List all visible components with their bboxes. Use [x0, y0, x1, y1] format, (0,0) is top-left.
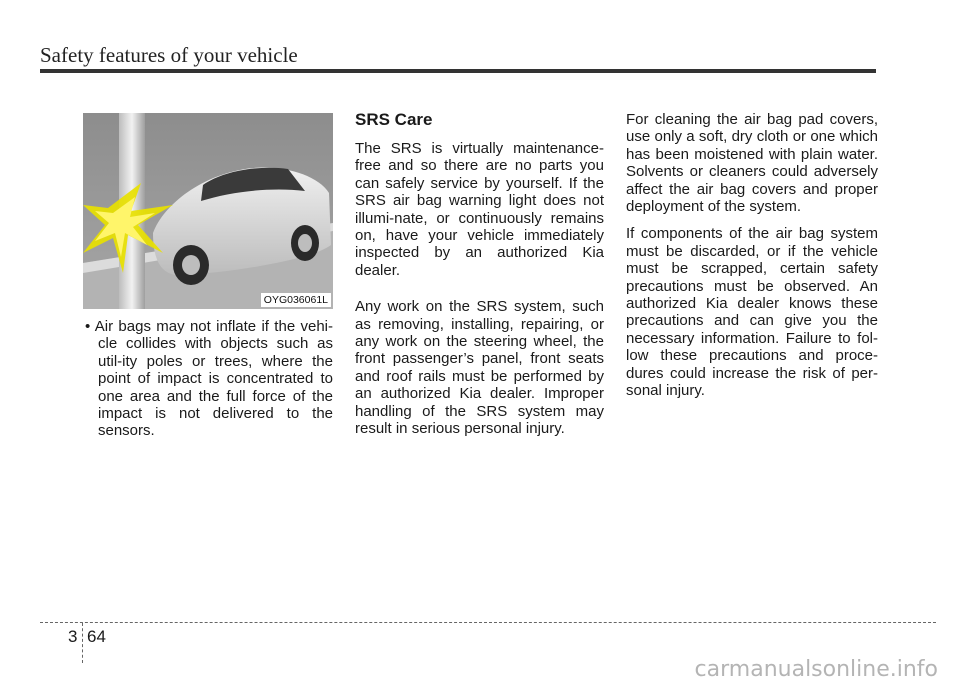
bullet-text: Air bags may not inflate if the vehi-cle collides with objects such as util-ity poles or trees, where the point of impact is concentrated to one area and the full force of the impact is not delivered to the sensors.	[94, 318, 333, 440]
paragraph: Any work on the SRS system, such as removing, installing, repairing, or any work on the steering wheel, the front passenger’s panel, front seats and roof rails must be performed by an authorized Kia dealer. Improper handling of the SRS system may result in serious personal injury.	[355, 298, 604, 438]
page-header-title: Safety features of your vehicle	[40, 43, 298, 67]
column-3	[626, 111, 878, 410]
chapter-number: 3	[68, 627, 78, 646]
column-1	[85, 318, 333, 450]
column-2	[355, 110, 604, 448]
figure-car-pole-collision	[83, 113, 333, 309]
car-pole-illustration	[83, 113, 333, 309]
footer-rule	[40, 622, 936, 623]
paragraph: If components of the air bag system must be discarded, or if the vehicle must be scrapped, certain safety precautions must be observed. An authorized Kia dealer knows these precautions and can give you the necessary information. Failure to fol-low these precautions and proce-dures could increase the risk of per-sonal injury.	[626, 225, 878, 400]
header-rule	[40, 69, 876, 73]
page-number: 64	[87, 627, 106, 646]
footer-divider	[82, 623, 83, 663]
watermark-text: carmanualsonline.info	[694, 657, 938, 682]
figure-code-label: OYG036061L	[261, 293, 331, 307]
paragraph: For cleaning the air bag pad covers, use only a soft, dry cloth or one which has been moistened with plain water. Solvents or cleaners could adversely affect the air bag covers and proper deployment of the system.	[626, 111, 878, 216]
paragraph: The SRS is virtually maintenance-free and so there are no parts you can safely service by yourself. If the SRS air bag warning light does not illumi-nate, or continuously remains on, have your vehicle immediately inspected by an authorized Kia dealer.	[355, 140, 604, 279]
bullet-item: • Air bags may not inflate if the vehi-cle collides with objects such as util-ity poles or trees, where the point of impact is concentrated to one area and the full force of the impact is not delivered to the sensors.	[85, 318, 333, 440]
section-heading: SRS Care	[355, 110, 433, 129]
